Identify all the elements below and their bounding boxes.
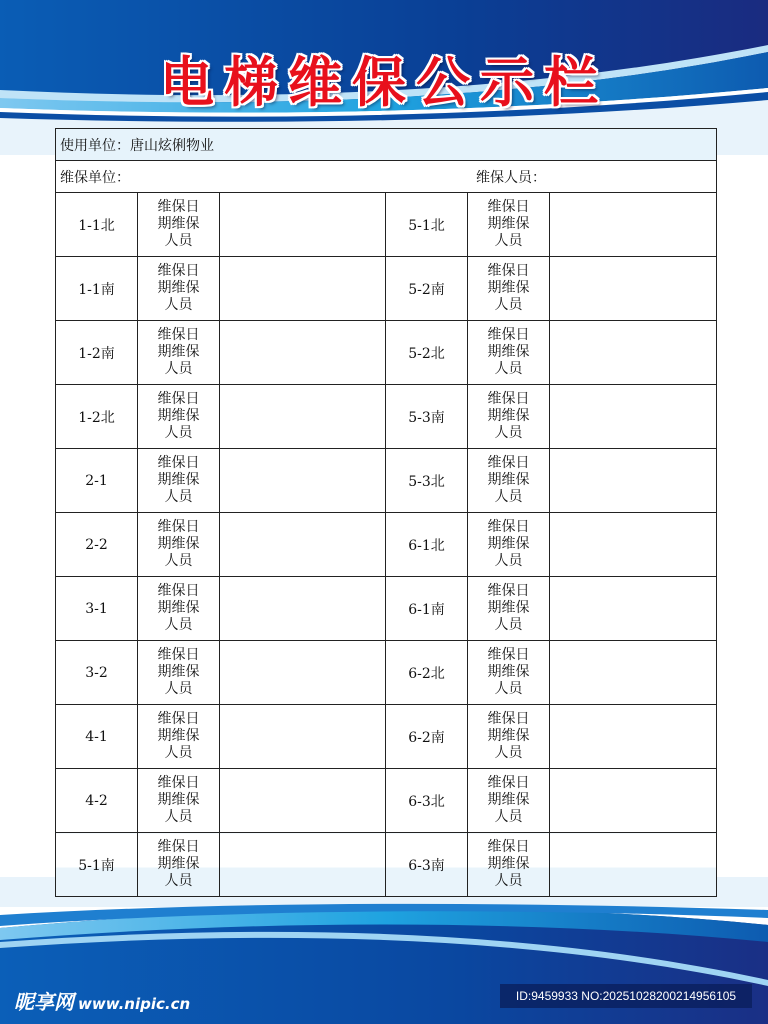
table-row (56, 449, 717, 513)
elevator-unit-right: 6-2北 (386, 641, 468, 705)
label-line: 期维保 (487, 792, 530, 808)
label-line: 期维保 (487, 728, 530, 744)
elevator-unit-right: 6-1南 (386, 577, 468, 641)
label-line: 人员 (164, 233, 193, 249)
entry-field-right[interactable] (550, 321, 717, 385)
label-line: 期维保 (487, 536, 530, 552)
elevator-unit-left: 2-1 (56, 449, 138, 513)
entry-field-right[interactable] (550, 385, 717, 449)
watermark-logo (14, 986, 190, 1015)
label-line: 人员 (164, 681, 193, 697)
logo-text: 昵享网 (14, 990, 74, 1014)
user-unit-label: 使用单位：唐山炫俐物业 (60, 137, 214, 154)
label-line: 维保日 (487, 455, 530, 471)
entry-field-right[interactable] (550, 513, 717, 577)
table-row (56, 385, 717, 449)
label-line: 维保日 (157, 519, 200, 535)
label-line: 人员 (494, 425, 523, 441)
elevator-unit-left: 1-2北 (56, 385, 138, 449)
label-line: 人员 (164, 553, 193, 569)
elevator-unit-left: 1-2南 (56, 321, 138, 385)
table-row (56, 641, 717, 705)
label-line: 期维保 (487, 408, 530, 424)
table-row (56, 321, 717, 385)
maintenance-date-staff-label (138, 257, 220, 321)
elevator-unit-right: 5-1北 (386, 193, 468, 257)
label-line: 人员 (164, 809, 193, 825)
label-line: 人员 (494, 489, 523, 505)
maintenance-date-staff-label (468, 449, 550, 513)
label-line: 期维保 (157, 472, 200, 488)
label-line: 维保日 (487, 775, 530, 791)
label-line: 人员 (164, 361, 193, 377)
label-line: 人员 (494, 617, 523, 633)
elevator-unit-right: 5-3北 (386, 449, 468, 513)
label-line: 期维保 (487, 472, 530, 488)
table-row (56, 257, 717, 321)
label-line: 人员 (494, 809, 523, 825)
label-line: 维保日 (157, 327, 200, 343)
maintenance-table (55, 128, 717, 897)
label-line: 人员 (164, 297, 193, 313)
maintenance-date-staff-label (468, 577, 550, 641)
maintenance-staff-label: 维保人员： (476, 169, 546, 186)
label-line: 维保日 (487, 199, 530, 215)
label-line: 维保日 (157, 391, 200, 407)
label-line: 维保日 (157, 839, 200, 855)
label-line: 维保日 (487, 647, 530, 663)
label-line: 期维保 (157, 600, 200, 616)
maintenance-date-staff-label (468, 513, 550, 577)
label-line: 期维保 (157, 408, 200, 424)
label-line: 维保日 (487, 263, 530, 279)
entry-field-left[interactable] (220, 513, 386, 577)
label-line: 期维保 (157, 280, 200, 296)
label-line: 维保日 (157, 711, 200, 727)
label-line: 维保日 (487, 711, 530, 727)
entry-field-right[interactable] (550, 769, 717, 833)
maintenance-unit-label: 维保单位： (60, 169, 130, 186)
maintenance-date-staff-label (468, 385, 550, 449)
maintenance-date-staff-label (138, 193, 220, 257)
entry-field-left[interactable] (220, 705, 386, 769)
entry-field-right[interactable] (550, 641, 717, 705)
label-line: 人员 (164, 617, 193, 633)
maintenance-date-staff-label (138, 705, 220, 769)
label-line: 人员 (164, 489, 193, 505)
label-line: 期维保 (157, 792, 200, 808)
elevator-unit-left: 2-2 (56, 513, 138, 577)
entry-field-left[interactable] (220, 769, 386, 833)
elevator-unit-right: 5-2南 (386, 257, 468, 321)
entry-field-right[interactable] (550, 449, 717, 513)
label-line: 人员 (494, 553, 523, 569)
maintenance-date-staff-label (468, 321, 550, 385)
label-line: 期维保 (157, 536, 200, 552)
maintenance-date-staff-label (138, 641, 220, 705)
elevator-unit-left: 1-1南 (56, 257, 138, 321)
elevator-unit-right: 5-3南 (386, 385, 468, 449)
label-line: 维保日 (157, 199, 200, 215)
elevator-unit-left: 1-1北 (56, 193, 138, 257)
maintenance-info-row (56, 161, 717, 193)
table-row (56, 705, 717, 769)
label-line: 人员 (494, 873, 523, 889)
elevator-unit-left: 4-2 (56, 769, 138, 833)
label-line: 维保日 (157, 263, 200, 279)
label-line: 人员 (494, 361, 523, 377)
entry-field-right[interactable] (550, 577, 717, 641)
image-id-badge: ID:9459933 NO:20251028200214956105 (500, 984, 752, 1008)
entry-field-left[interactable] (220, 577, 386, 641)
maintenance-date-staff-label (138, 577, 220, 641)
label-line: 维保日 (487, 583, 530, 599)
label-line: 人员 (494, 745, 523, 761)
label-line: 期维保 (157, 216, 200, 232)
maintenance-date-staff-label (138, 513, 220, 577)
maintenance-date-staff-label (138, 449, 220, 513)
logo-url: www.nipic.cn (78, 995, 191, 1013)
label-line: 期维保 (487, 216, 530, 232)
user-unit-row (56, 129, 717, 161)
maintenance-date-staff-label (468, 257, 550, 321)
entry-field-left[interactable] (220, 321, 386, 385)
maintenance-date-staff-label (138, 769, 220, 833)
label-line: 维保日 (157, 647, 200, 663)
label-line: 人员 (494, 681, 523, 697)
elevator-unit-left: 3-2 (56, 641, 138, 705)
table-row (56, 577, 717, 641)
label-line: 期维保 (487, 856, 530, 872)
maintenance-date-staff-label (468, 641, 550, 705)
label-line: 维保日 (487, 839, 530, 855)
label-line: 维保日 (487, 391, 530, 407)
label-line: 期维保 (487, 600, 530, 616)
entry-field-right[interactable] (550, 705, 717, 769)
elevator-unit-right: 6-3南 (386, 833, 468, 897)
entry-field-left[interactable] (220, 193, 386, 257)
label-line: 人员 (164, 425, 193, 441)
label-line: 人员 (494, 233, 523, 249)
table-row (56, 769, 717, 833)
entry-field-right[interactable] (550, 257, 717, 321)
maintenance-date-staff-label (138, 385, 220, 449)
maintenance-date-staff-label (468, 769, 550, 833)
maintenance-date-staff-label (138, 321, 220, 385)
elevator-unit-right: 6-3北 (386, 769, 468, 833)
entry-field-right[interactable] (550, 193, 717, 257)
elevator-unit-left: 5-1南 (56, 833, 138, 897)
label-line: 维保日 (487, 519, 530, 535)
table-row (56, 513, 717, 577)
label-line: 期维保 (487, 344, 530, 360)
label-line: 维保日 (157, 775, 200, 791)
entry-field-left[interactable] (220, 641, 386, 705)
label-line: 维保日 (157, 583, 200, 599)
elevator-unit-left: 3-1 (56, 577, 138, 641)
maintenance-date-staff-label (468, 705, 550, 769)
elevator-unit-left: 4-1 (56, 705, 138, 769)
label-line: 期维保 (487, 280, 530, 296)
label-line: 期维保 (157, 664, 200, 680)
label-line: 期维保 (487, 664, 530, 680)
elevator-unit-right: 6-2南 (386, 705, 468, 769)
label-line: 期维保 (157, 856, 200, 872)
page-title: 电梯维保公示栏 (160, 51, 608, 114)
label-line: 期维保 (157, 728, 200, 744)
table-row (56, 193, 717, 257)
entry-field-left[interactable] (220, 385, 386, 449)
label-line: 人员 (164, 745, 193, 761)
maintenance-date-staff-label (468, 193, 550, 257)
elevator-unit-right: 6-1北 (386, 513, 468, 577)
entry-field-left[interactable] (220, 257, 386, 321)
elevator-unit-right: 5-2北 (386, 321, 468, 385)
label-line: 人员 (164, 873, 193, 889)
label-line: 维保日 (487, 327, 530, 343)
label-line: 期维保 (157, 344, 200, 360)
entry-field-left[interactable] (220, 449, 386, 513)
label-line: 维保日 (157, 455, 200, 471)
label-line: 人员 (494, 297, 523, 313)
